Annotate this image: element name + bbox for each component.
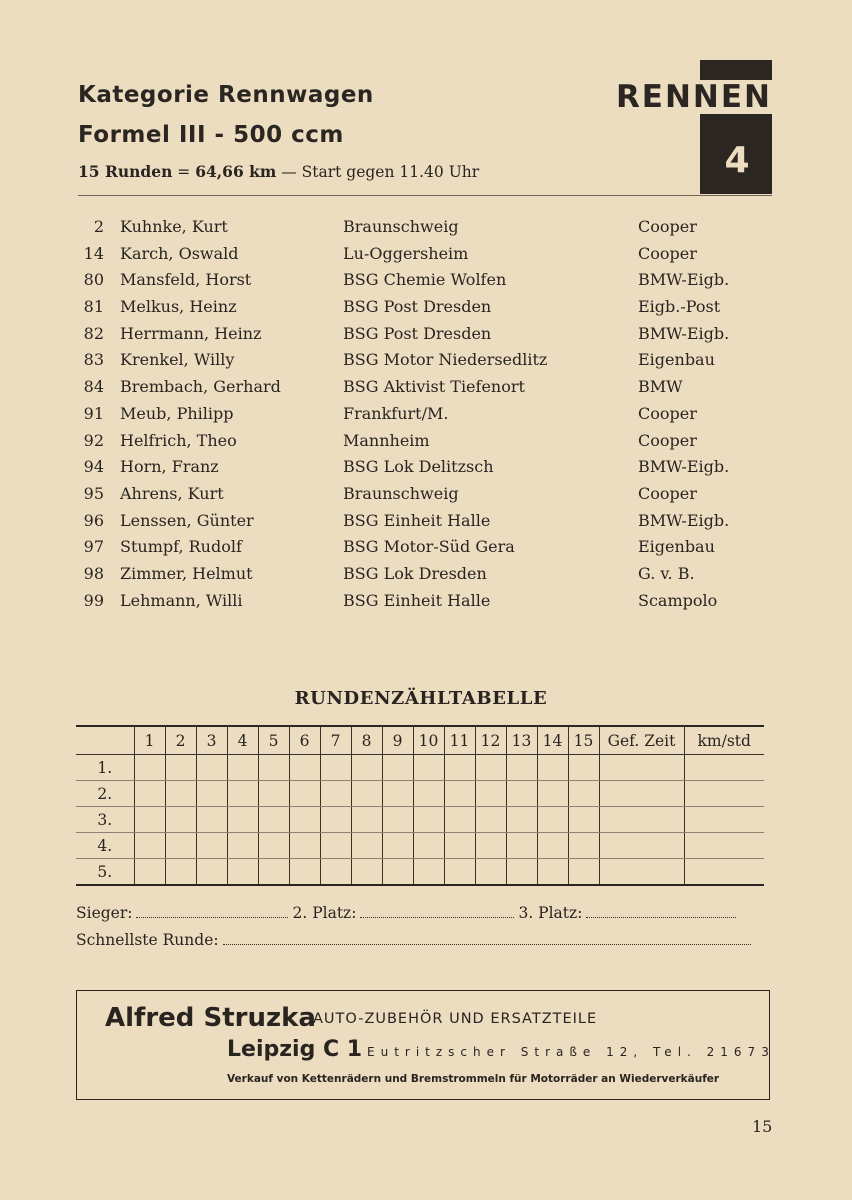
car-make: G. v. B. [638,563,695,583]
lap-table-cell[interactable] [444,807,475,833]
lap-table-cell[interactable] [475,807,506,833]
placing-label: 3. [76,807,134,833]
lap-table-cell[interactable] [289,833,320,859]
lap-number-header: 15 [568,726,599,755]
lap-table-cell[interactable] [413,807,444,833]
lap-table-title [0,688,852,709]
advertiser-description: AUTO-ZUBEHÖR UND ERSATZTEILE [313,1011,598,1027]
lap-table-cell[interactable] [196,833,227,859]
lap-number-header: 6 [289,726,320,755]
lap-table-row [76,833,764,859]
third-place-label: 3. Platz: [518,904,583,922]
driver-club: BSG Einheit Halle [343,510,491,530]
fastest-lap-line [76,931,755,949]
lap-number-header: 12 [475,726,506,755]
lap-table-cell[interactable] [289,807,320,833]
driver-name: Krenkel, Willy [120,350,235,370]
lap-table-cell[interactable] [599,807,684,833]
lap-table-cell[interactable] [320,859,351,886]
entry-list [78,214,768,614]
third-place-field[interactable] [586,916,736,918]
lap-table-cell[interactable] [506,755,537,781]
start-number: 83 [83,350,104,370]
car-make: Cooper [638,217,697,236]
lap-table-cell[interactable] [413,755,444,781]
placings-line [76,904,740,922]
lap-table-cell[interactable] [227,859,258,886]
fastest-lap-label: Schnellste Runde: [76,931,219,949]
lap-table-cell[interactable] [382,859,413,886]
lap-table-cell[interactable] [599,859,684,886]
start-time: — Start gegen 11.40 Uhr [276,163,480,181]
lap-table-cell[interactable] [413,859,444,886]
lap-table-cell[interactable] [196,755,227,781]
lap-table-cell[interactable] [134,755,165,781]
entry-row [78,401,768,428]
driver-club: BSG Einheit Halle [343,590,491,610]
lap-table-cell[interactable] [444,755,475,781]
lap-table-cell[interactable] [382,755,413,781]
lap-table-cell[interactable] [258,807,289,833]
lap-number-header: 7 [320,726,351,755]
blank-header-cell [76,726,134,755]
car-make: BMW-Eigb. [638,270,730,290]
lap-table-cell[interactable] [568,755,599,781]
lap-table-cell[interactable] [320,781,351,807]
driver-club: BSG Aktivist Tiefenort [343,377,525,397]
lap-table-cell[interactable] [537,755,568,781]
lap-table-cell[interactable] [537,781,568,807]
entry-row [78,214,768,241]
car-make: Scampolo [638,590,718,610]
laps-count: 15 Runden [78,162,173,181]
lap-table-title-text: RUNDENZÄHLTABELLE [294,688,548,709]
lap-number-header: 1 [134,726,165,755]
lap-table-cell[interactable] [165,781,196,807]
lap-table-cell[interactable] [351,807,382,833]
lap-table-cell[interactable] [196,807,227,833]
lap-table-cell[interactable] [475,755,506,781]
car-make: Eigb.-Post [638,297,721,317]
lap-table-cell[interactable] [134,833,165,859]
lap-table-cell[interactable] [506,859,537,886]
lap-table-cell[interactable] [568,807,599,833]
lap-table-cell[interactable] [413,833,444,859]
lap-table-cell[interactable] [568,833,599,859]
lap-table-cell[interactable] [568,781,599,807]
lap-number-header: 9 [382,726,413,755]
lap-table-cell[interactable] [227,807,258,833]
driver-club: BSG Motor Niedersedlitz [343,350,548,370]
entry-row [78,321,768,348]
lap-number-header: 14 [537,726,568,755]
driver-name: Horn, Franz [120,457,219,477]
driver-name: Lehmann, Willi [120,590,243,610]
lap-table-cell[interactable] [475,833,506,859]
lap-table-cell[interactable] [506,807,537,833]
lap-number-header: 5 [258,726,289,755]
start-number: 2 [93,217,104,236]
lap-table-cell[interactable] [684,859,764,886]
driver-club: BSG Lok Delitzsch [343,457,494,477]
start-number: 92 [83,430,104,450]
placing-label: 4. [76,833,134,859]
lap-table-cell[interactable] [413,781,444,807]
driver-club: BSG Lok Dresden [343,563,487,583]
advertiser-city: Leipzig C 1 [227,1037,363,1062]
driver-name: Ahrens, Kurt [120,483,224,503]
lap-table-cell[interactable] [134,859,165,886]
race-info [78,162,479,181]
race-number: 4 [724,140,750,181]
lap-table-cell[interactable] [684,833,764,859]
lap-table-cell[interactable] [134,781,165,807]
driver-club: Lu-Oggersheim [343,243,469,263]
start-number: 82 [83,323,104,343]
entry-row [78,508,768,535]
driver-club: BSG Post Dresden [343,297,492,317]
driver-club: Braunschweig [343,483,459,503]
entry-row [78,481,768,508]
lap-table-cell[interactable] [537,859,568,886]
lap-number-header: 8 [351,726,382,755]
start-number: 91 [83,403,104,423]
lap-table-header [76,726,764,755]
driver-name: Meub, Philipp [120,403,234,423]
lap-table-cell[interactable] [258,755,289,781]
driver-club: BSG Motor-Süd Gera [343,537,515,557]
car-make: Cooper [638,430,697,450]
start-number: 99 [83,590,104,610]
winner-field[interactable] [136,916,288,918]
start-number: 80 [83,270,104,290]
entry-row [78,267,768,294]
car-make: BMW-Eigb. [638,323,730,343]
lap-table-row [76,781,764,807]
driver-name: Kuhnke, Kurt [120,217,228,236]
driver-name: Lenssen, Günter [120,510,254,530]
header-divider [78,195,772,196]
driver-name: Herrmann, Heinz [120,323,262,343]
entry-row [78,241,768,268]
lap-table-row [76,859,764,886]
lap-table-cell[interactable] [351,755,382,781]
lap-number-header: 10 [413,726,444,755]
lap-table-cell[interactable] [351,833,382,859]
driver-club: Braunschweig [343,217,459,236]
entry-row [78,561,768,588]
lap-number-header: 2 [165,726,196,755]
lap-count-table [76,725,764,886]
start-number: 97 [83,537,104,557]
lap-table-cell[interactable] [599,781,684,807]
lap-table-cell[interactable] [684,807,764,833]
lap-number-header: 3 [196,726,227,755]
advertiser-address: Eutritzscher Straße 12, Tel. 21673 [367,1045,775,1059]
lap-table-cell[interactable] [196,859,227,886]
entry-row [78,588,768,615]
lap-table-row [76,807,764,833]
car-make: Eigenbau [638,537,715,557]
lap-table-cell[interactable] [165,859,196,886]
lap-table-cell[interactable] [227,755,258,781]
entry-row [78,454,768,481]
driver-club: BSG Post Dresden [343,323,492,343]
lap-table-row [76,755,764,781]
lap-table-cell[interactable] [599,755,684,781]
car-make: BMW-Eigb. [638,510,730,530]
lap-table-cell[interactable] [684,781,764,807]
start-number: 95 [83,483,104,503]
start-number: 14 [83,243,104,263]
advertiser-name: Alfred Struzka [105,1003,316,1033]
lap-table-cell[interactable] [320,807,351,833]
page-number: 15 [752,1117,773,1136]
lap-table-cell[interactable] [444,859,475,886]
entry-row [78,428,768,455]
car-make: Cooper [638,403,697,423]
lap-table-cell[interactable] [506,833,537,859]
lap-table-cell[interactable] [444,781,475,807]
race-label: RENNEN [613,80,772,114]
placing-label: 1. [76,755,134,781]
driver-name: Brembach, Gerhard [120,377,281,397]
time-header: Gef. Zeit [599,726,684,755]
lap-table-cell[interactable] [475,859,506,886]
car-make: Eigenbau [638,350,715,370]
fastest-lap-field[interactable] [223,943,751,945]
lap-table-cell[interactable] [227,781,258,807]
second-place-label: 2. Platz: [292,904,357,922]
start-number: 98 [83,563,104,583]
driver-name: Zimmer, Helmut [120,563,253,583]
driver-name: Stumpf, Rudolf [120,537,242,557]
lap-table-cell[interactable] [320,833,351,859]
driver-name: Mansfeld, Horst [120,270,252,290]
lap-table-cell[interactable] [475,781,506,807]
lap-table-cell[interactable] [227,833,258,859]
lap-table-cell[interactable] [258,833,289,859]
lap-table-cell[interactable] [599,833,684,859]
advertisement [76,990,775,1100]
lap-table-cell[interactable] [684,755,764,781]
lap-table-cell[interactable] [289,781,320,807]
entry-row [78,534,768,561]
advertiser-note: Verkauf von Kettenrädern und Bremstrommeln für Motorräder an Wiederverkäufer [227,1073,720,1085]
lap-table-cell[interactable] [165,807,196,833]
lap-table-cell[interactable] [134,807,165,833]
lap-table-cell[interactable] [320,755,351,781]
lap-table-cell[interactable] [444,833,475,859]
lap-table-cell[interactable] [568,859,599,886]
placing-label: 2. [76,781,134,807]
lap-table-cell[interactable] [382,781,413,807]
start-number: 84 [83,377,104,397]
lap-table-cell[interactable] [351,781,382,807]
lap-table-cell[interactable] [289,859,320,886]
driver-name: Melkus, Heinz [120,297,237,317]
driver-club: Frankfurt/M. [343,403,449,423]
driver-club: Mannheim [343,430,430,450]
lap-table-cell[interactable] [258,859,289,886]
lap-number-header: 11 [444,726,475,755]
entry-row [78,347,768,374]
lap-table-cell[interactable] [537,833,568,859]
car-make: BMW [638,377,683,397]
lap-table-cell[interactable] [382,807,413,833]
start-number: 81 [83,297,104,317]
lap-table-cell[interactable] [289,755,320,781]
lap-table-cell[interactable] [351,859,382,886]
second-place-field[interactable] [360,916,514,918]
lap-table-cell[interactable] [537,807,568,833]
lap-table-cell[interactable] [382,833,413,859]
lap-number-header: 13 [506,726,537,755]
lap-table-cell[interactable] [506,781,537,807]
winner-label: Sieger: [76,904,133,922]
entry-row [78,374,768,401]
lap-table-cell[interactable] [165,755,196,781]
formula-heading: Formel III - 500 ccm [78,122,344,148]
lap-table-cell[interactable] [165,833,196,859]
lap-table-cell[interactable] [196,781,227,807]
lap-table-cell[interactable] [258,781,289,807]
car-make: Cooper [638,243,697,263]
lap-number-header: 4 [227,726,258,755]
entry-row [78,294,768,321]
start-number: 94 [83,457,104,477]
placing-label: 5. [76,859,134,886]
driver-name: Helfrich, Theo [120,430,237,450]
category-heading: Kategorie Rennwagen [78,82,374,108]
start-number: 96 [83,510,104,530]
speed-header: km/std [684,726,764,755]
equals-sign: = [172,163,196,181]
driver-club: BSG Chemie Wolfen [343,270,507,290]
driver-name: Karch, Oswald [120,243,239,263]
car-make: Cooper [638,483,697,503]
distance: 64,66 km [195,162,277,181]
car-make: BMW-Eigb. [638,457,730,477]
